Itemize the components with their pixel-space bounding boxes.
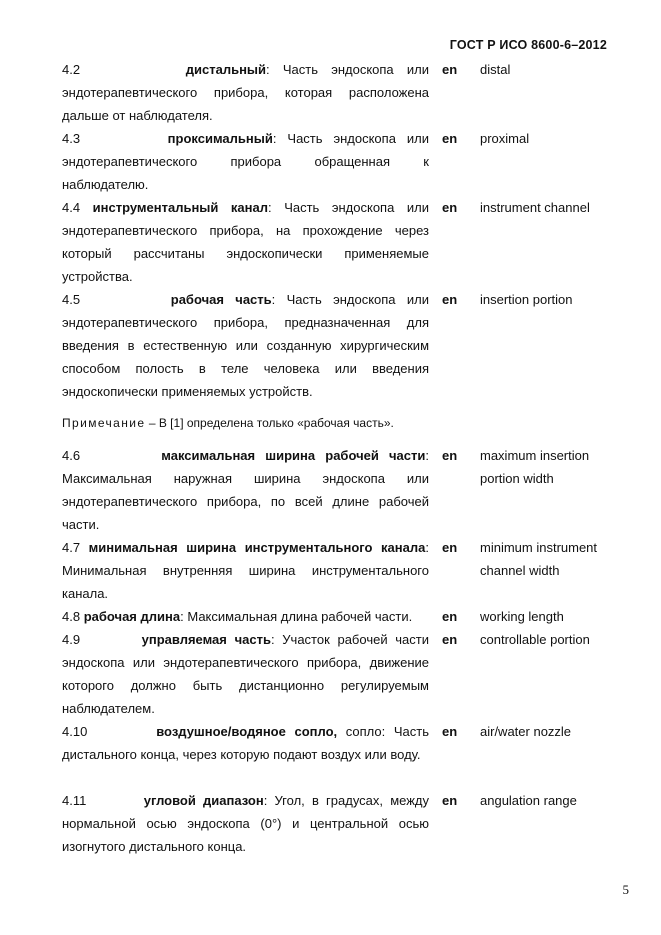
english-term: instrument channel [480, 200, 590, 215]
english-term: controllable portion [480, 632, 590, 647]
term-colon: : [425, 540, 429, 555]
term-definition [62, 58, 429, 127]
english-term: insertion portion [480, 292, 573, 307]
term-number: 4.8 [62, 609, 81, 624]
term-name: дистальный [185, 62, 267, 77]
language-tag: en [442, 793, 458, 808]
english-term: angulation range [480, 793, 577, 808]
language-tag: en [442, 292, 458, 307]
english-term: maximum insertion portion width [480, 448, 590, 486]
term-number: 4.11 [62, 793, 87, 808]
definition-text: сопло: Часть дистального конца, через которую подают воздух или воду. [62, 724, 429, 762]
term-colon: : [268, 200, 272, 215]
term-number: 4.5 [62, 292, 81, 307]
definition-text: Максимальная наружная ширина эндоскопа или эндотерапевтического прибора, по всей длине рабочей части. [62, 471, 429, 532]
english-term: minimum instrument channel width [480, 540, 598, 578]
term-definition [62, 196, 429, 288]
term-definition [62, 720, 429, 766]
term-name: инструментальный канал [92, 200, 269, 215]
language-tag: en [442, 609, 458, 624]
note-label: Примечание [62, 416, 146, 430]
definition-text: Часть эндоскопа или эндотерапевтического прибора, предназначенная для введения в естественную или созданную хирургическим способом полость в теле человека или введения эндоскопически применяемых устройств. [62, 292, 429, 399]
term-name: рабочая часть [170, 292, 272, 307]
definition-text: Часть эндоскопа или эндотерапевтического прибора, которая расположена дальше от наблюдателя. [62, 62, 429, 123]
definition-text: Часть эндоскопа или эндотерапевтического прибора обращенная к наблюдателю. [62, 131, 429, 192]
term-definition [62, 444, 429, 536]
document-id: ГОСТ Р ИСО 8600-6–2012 [449, 38, 607, 52]
term-colon: : [263, 793, 268, 808]
term-number: 4.7 [62, 540, 81, 555]
term-colon: : [271, 292, 276, 307]
term-definition [62, 605, 429, 628]
term-colon: : [425, 448, 429, 463]
language-tag: en [442, 724, 458, 739]
term-number: 4.3 [62, 131, 81, 146]
definition-text: Максимальная длина рабочей части. [187, 609, 413, 624]
english-term: distal [480, 62, 511, 77]
term-name: угловой диапазон [143, 793, 264, 808]
term-name: рабочая длина [83, 609, 181, 624]
term-definition [62, 288, 429, 403]
english-term: proximal [480, 131, 530, 146]
language-tag: en [442, 200, 458, 215]
term-colon: : [180, 609, 184, 624]
language-tag: en [442, 540, 458, 555]
term-number: 4.2 [62, 62, 81, 77]
term-number: 4.4 [62, 200, 81, 215]
term-definition [62, 628, 429, 720]
definition-text: Угол, в градусах, между нормальной осью эндоскопа (0°) и центральной осью изогнутого дистального конца. [62, 793, 429, 854]
english-term: working length [480, 609, 564, 624]
language-tag: en [442, 632, 458, 647]
note-text: В [1] определена только «рабочая часть». [158, 416, 394, 430]
term-number: 4.6 [62, 448, 81, 463]
term-name: проксимальный [167, 131, 273, 146]
english-term: air/water nozzle [480, 724, 572, 739]
term-number: 4.10 [62, 724, 88, 739]
term-name: управляемая часть [141, 632, 271, 647]
note-dash: – [148, 416, 156, 430]
term-name: минимальная ширина инструментального канала [88, 540, 426, 555]
term-colon: : [270, 632, 275, 647]
term-definition [62, 789, 429, 858]
page-number: 5 [622, 882, 629, 897]
note [62, 416, 394, 430]
term-definition [62, 536, 429, 605]
definition-text: Участок рабочей части эндоскопа или эндотерапевтического прибора, движение которого должно быть дистанционно регулируемым наблюдателем. [62, 632, 429, 716]
term-number: 4.9 [62, 632, 81, 647]
definition-text: Часть эндоскопа или эндотерапевтического прибора, на прохождение через который рассчитаны эндоскопически применяемые устройства. [62, 200, 429, 284]
term-name: максимальная ширина рабочей части [161, 448, 426, 463]
term-colon: : [272, 131, 277, 146]
term-colon: : [266, 62, 270, 77]
term-definition [62, 127, 429, 196]
language-tag: en [442, 131, 458, 146]
language-tag: en [442, 448, 458, 463]
term-name: воздушное/водяное сопло, [156, 724, 338, 739]
definition-text: Минимальная внутренняя ширина инструментального канала. [62, 563, 429, 601]
language-tag: en [442, 62, 458, 77]
